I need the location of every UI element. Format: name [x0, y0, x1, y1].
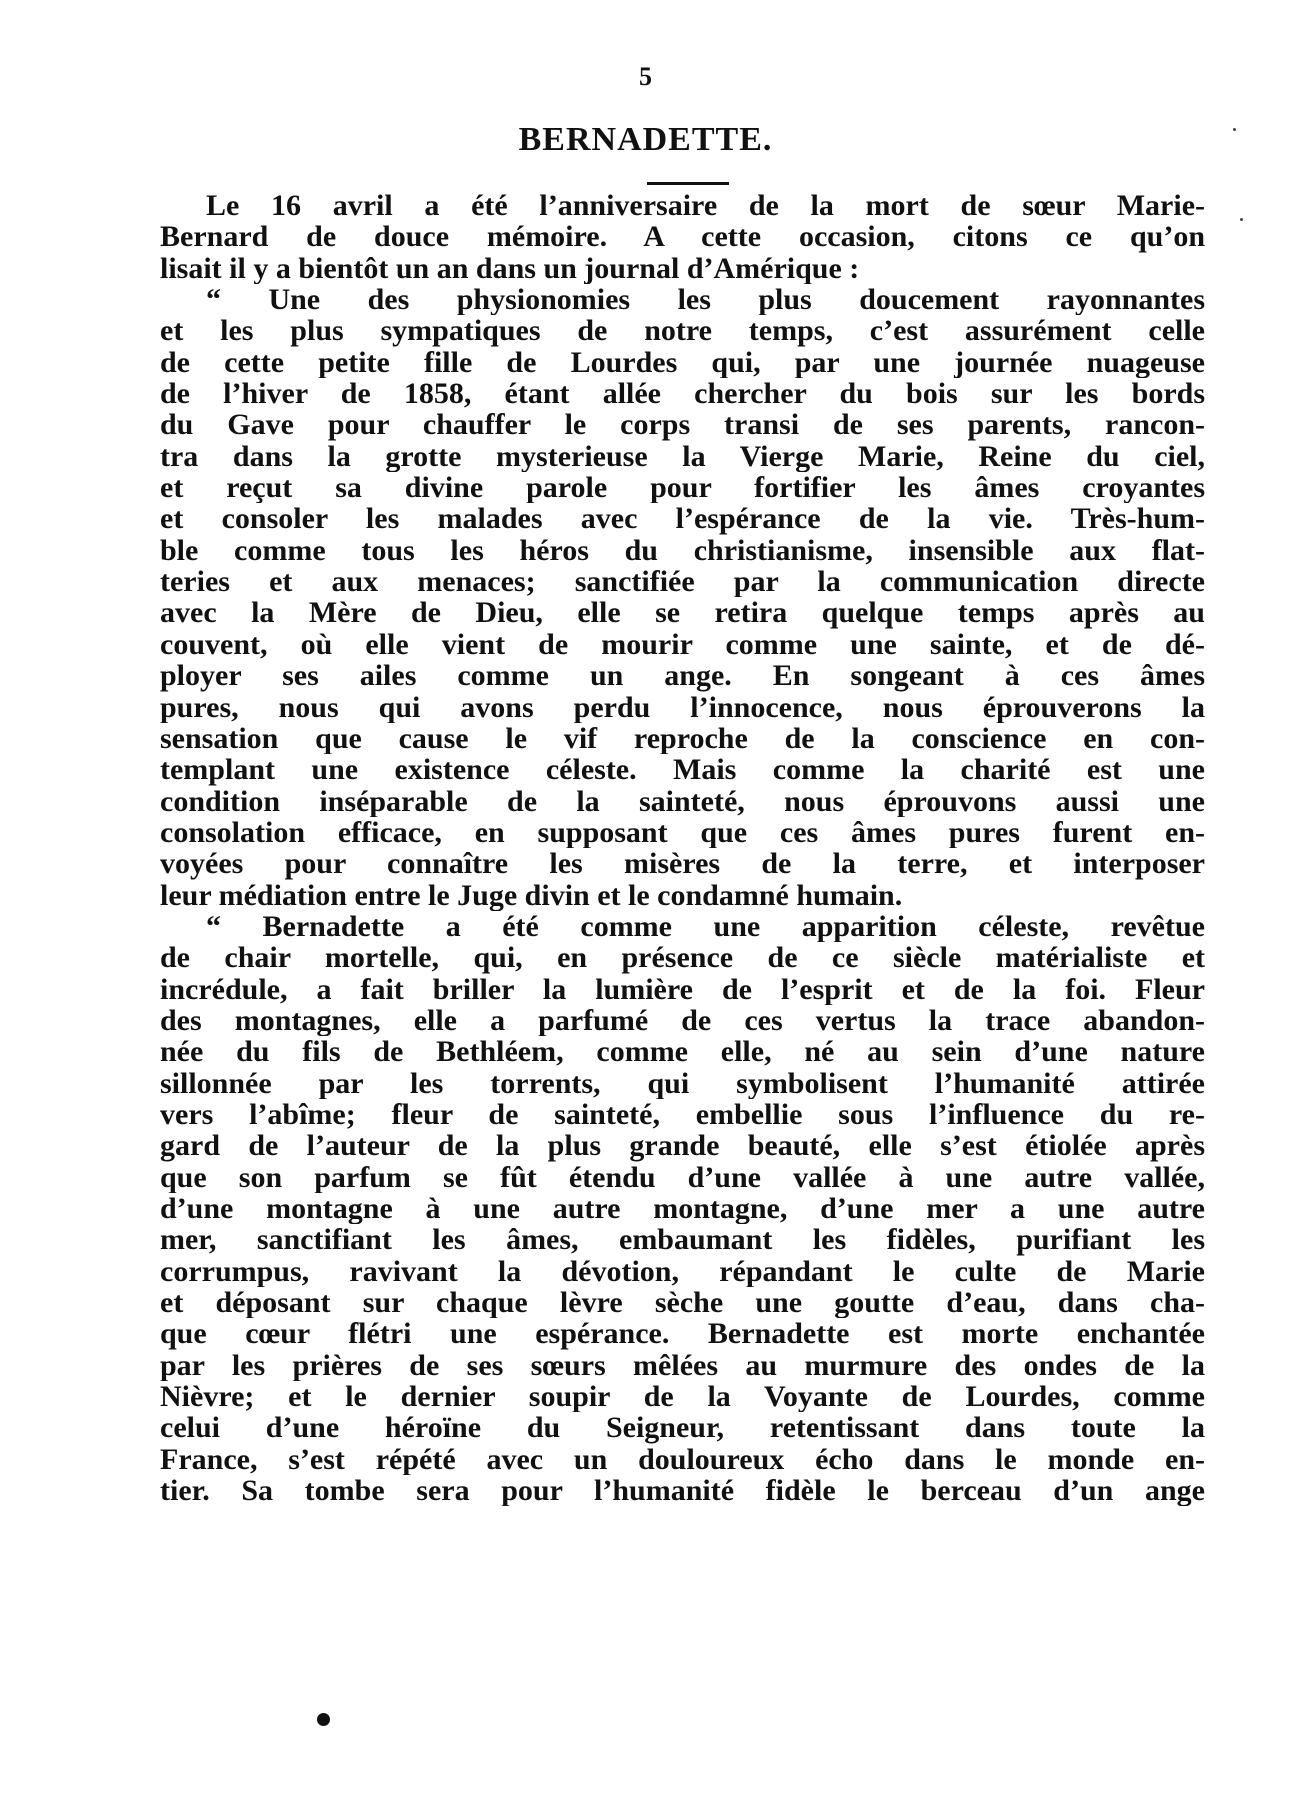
- text-line: par les prières de ses sœurs mêlées au murmure des ondes de la: [160, 1349, 1205, 1382]
- text-line: et consoler les malades avec l’espérance de la vie. Très-hum-: [160, 503, 1205, 535]
- text-line: leur médiation entre le Juge divin et le condamné humain.: [160, 879, 903, 911]
- text-line: d’une montagne à une autre montagne, d’une mer a une autre: [160, 1193, 1205, 1225]
- text-line: que cœur flétri une espérance. Bernadette est morte enchantée: [160, 1318, 1205, 1350]
- text-line: vers l’abîme; fleur de sainteté, embellie sous l’influence du re-: [160, 1098, 1205, 1131]
- text-line: de chair mortelle, qui, en présence de ce siècle matérialiste et: [160, 942, 1205, 974]
- text-line: ployer ses ailes comme un ange. En songeant à ces âmes: [160, 660, 1205, 692]
- text-line: couvent, où elle vient de mourir comme une sainte, et de dé-: [160, 628, 1205, 661]
- text-line: celui d’une héroïne du Seigneur, retentissant dans toute la: [160, 1412, 1205, 1444]
- text-line: des montagnes, elle a parfumé de ces vertus la trace abandon-: [160, 1004, 1205, 1037]
- text-line: incrédule, a fait briller la lumière de l’esprit et de la foi. Fleur: [160, 973, 1205, 1005]
- text-line: tier. Sa tombe sera pour l’humanité fidèle le berceau d’un ange: [160, 1475, 1205, 1507]
- bullet-mark: [317, 1713, 330, 1726]
- article-body: [160, 190, 1205, 1506]
- text-line: corrumpus, ravivant la dévotion, répandant le culte de Marie: [160, 1255, 1205, 1288]
- text-line: condition inséparable de la sainteté, nous éprouvons aussi une: [160, 785, 1205, 817]
- text-line: voyées pour connaître les misères de la terre, et interposer: [160, 848, 1205, 880]
- print-speck: [1233, 128, 1236, 131]
- text-line: et les plus sympatiques de notre temps, c’est assurément celle: [160, 315, 1205, 347]
- title-rule: [647, 182, 729, 185]
- text-line: France, s’est répété avec un douloureux écho dans le monde en-: [160, 1443, 1205, 1476]
- page-number: 5: [639, 62, 652, 91]
- text-line: de cette petite fille de Lourdes qui, par une journée nuageuse: [160, 346, 1205, 379]
- text-line: mer, sanctifiant les âmes, embaumant les fidèles, purifiant les: [160, 1224, 1205, 1256]
- text-line: tra dans la grotte mysterieuse la Vierge Marie, Reine du ciel,: [160, 440, 1205, 473]
- text-line: lisait il y a bientôt un an dans un journal d’Amérique :: [160, 252, 860, 285]
- text-line: et déposant sur chaque lèvre sèche une goutte d’eau, dans cha-: [160, 1287, 1205, 1319]
- text-line: sensation que cause le vif reproche de la conscience en con-: [160, 722, 1205, 755]
- text-line: avec la Mère de Dieu, elle se retira quelque temps après au: [160, 597, 1205, 629]
- text-line: “ Bernadette a été comme une apparition céleste, revêtue: [206, 910, 1205, 943]
- text-line: ble comme tous les héros du christianisme, insensible aux flat-: [160, 534, 1205, 567]
- text-line: templant une existence céleste. Mais comme la charité est une: [160, 754, 1205, 786]
- text-line: que son parfum se fût étendu d’une vallée à une autre vallée,: [160, 1161, 1205, 1193]
- text-line: et reçut sa divine parole pour fortifier les âmes croyantes: [160, 472, 1205, 504]
- text-line: sillonnée par les torrents, qui symbolisent l’humanité attirée: [160, 1067, 1205, 1099]
- print-speck: [1240, 218, 1243, 221]
- text-line: teries et aux menaces; sanctifiée par la communication directe: [160, 566, 1205, 598]
- text-line: Nièvre; et le dernier soupir de la Voyante de Lourdes, comme: [160, 1381, 1205, 1413]
- text-line: de l’hiver de 1858, étant allée chercher du bois sur les bords: [160, 378, 1205, 410]
- text-line: née du fils de Bethléem, comme elle, né au sein d’une nature: [160, 1036, 1205, 1068]
- article-title: BERNADETTE.: [518, 121, 773, 158]
- text-line: Le 16 avril a été l’anniversaire de la mort de sœur Marie-: [206, 190, 1205, 222]
- text-line: pures, nous qui avons perdu l’innocence, nous éprouverons la: [160, 691, 1205, 723]
- text-line: Bernard de douce mémoire. A cette occasion, citons ce qu’on: [160, 221, 1205, 253]
- text-line: consolation efficace, en supposant que ces âmes pures furent en-: [160, 816, 1205, 849]
- text-line: gard de l’auteur de la plus grande beauté, elle s’est étiolée après: [160, 1130, 1205, 1162]
- text-line: du Gave pour chauffer le corps transi de ses parents, rancon-: [160, 409, 1205, 441]
- text-line: “ Une des physionomies les plus doucement rayonnantes: [206, 284, 1205, 316]
